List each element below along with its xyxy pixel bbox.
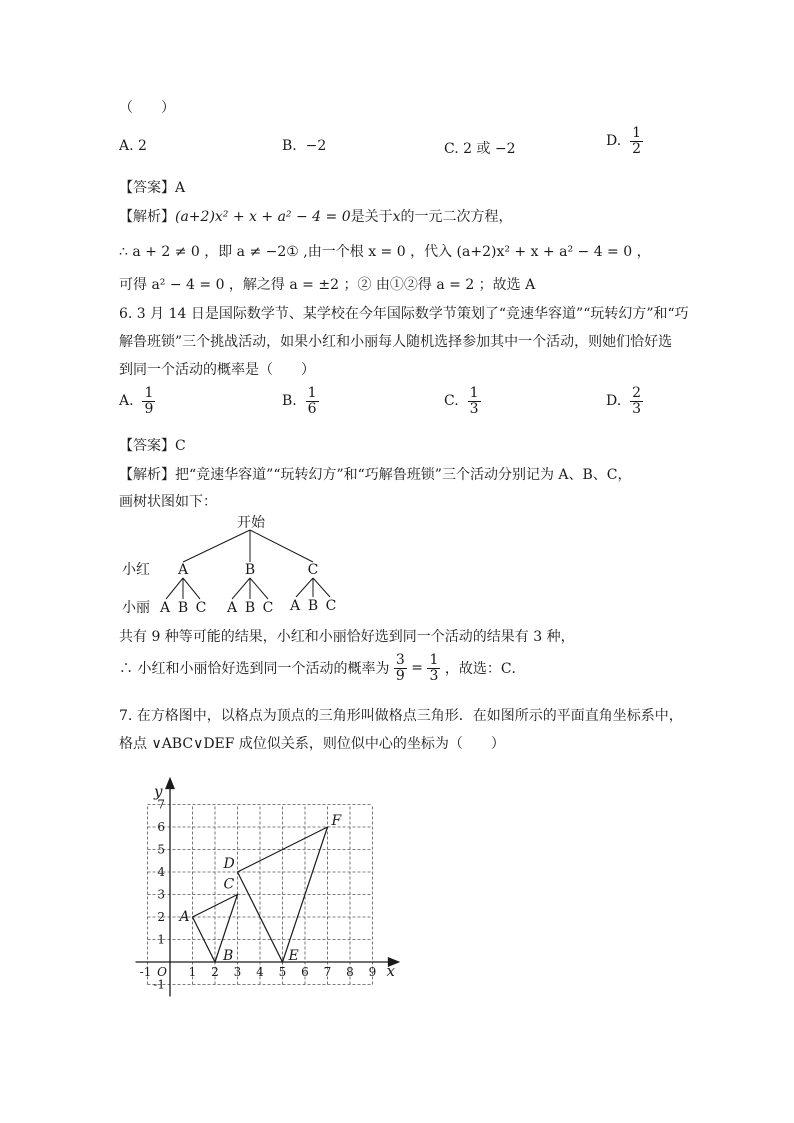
q6-stem-line3: 到同一个活动的概率是（ ） bbox=[119, 362, 315, 378]
y-tick-label: 5 bbox=[157, 842, 165, 857]
q7-stem-line1: 7. 在方格图中，以格点为顶点的三角形叫做格点三角形．在如图所示的平面直角坐标系中， bbox=[119, 708, 683, 724]
q6-expl4-post: ，故选：C． bbox=[444, 661, 526, 678]
point-label-f: F bbox=[331, 813, 342, 829]
x-tick-label: 5 bbox=[278, 965, 287, 979]
tree-l2-cb: B bbox=[307, 598, 319, 614]
tree-l2-ab: B bbox=[177, 600, 189, 616]
q5-option-d-label: D. bbox=[606, 133, 622, 150]
point-label-e: E bbox=[288, 948, 299, 964]
x-tick-label: 9 bbox=[368, 965, 377, 979]
q6-b-num: 1 bbox=[307, 385, 317, 401]
q6-explanation-line1: 【解析】把“竞速华容道”“玩转幻方”和“巧解鲁班锁”三个活动分别记为 A、B、C， bbox=[119, 467, 632, 483]
point-label-c: C bbox=[223, 876, 235, 893]
q6-explanation-line2: 画树状图如下： bbox=[119, 494, 217, 510]
q6-a-label: A. bbox=[119, 393, 134, 410]
q6-b-label: B. bbox=[282, 393, 297, 410]
q6-d-num: 2 bbox=[632, 385, 642, 401]
q5-expl-tail: 的一元二次方程， bbox=[400, 209, 513, 225]
tree-l1-c: C bbox=[307, 562, 319, 578]
x-tick-label: 8 bbox=[346, 965, 354, 979]
q6-c-label: C. bbox=[444, 393, 459, 410]
q6-frac2-den: 3 bbox=[429, 667, 439, 684]
tree-row1-label: 小红 bbox=[122, 562, 150, 578]
y-tick-label: 2 bbox=[157, 910, 165, 924]
tree-l1-b: B bbox=[244, 562, 256, 578]
q5-option-b-value: −2 bbox=[305, 138, 327, 154]
q6-d-label: D. bbox=[606, 393, 622, 410]
q6-expl4-pre: ∴ 小红和小丽恰好选到同一个活动的概率为 bbox=[119, 661, 390, 678]
q5-option-a: A. 2 bbox=[119, 138, 147, 154]
x-tick-label: 3 bbox=[233, 965, 242, 979]
q5-expl-text: 是关于 bbox=[350, 209, 393, 225]
q5-explanation-line2: ∴ a + 2 ≠ 0 ，即 a ≠ −2① ,由一个根 x = 0 ，代入 (a+2)x² + x + a² − 4 = 0 ， bbox=[119, 244, 651, 260]
q6-frac1-num: 3 bbox=[395, 652, 405, 668]
tree-l2-bb: B bbox=[244, 600, 256, 616]
q5-paren: （ ） bbox=[119, 100, 175, 116]
tree-l2-ac: C bbox=[195, 600, 207, 616]
q6-c-den: 3 bbox=[469, 400, 479, 417]
q6-d-den: 3 bbox=[632, 400, 642, 417]
q6-stem-line1: 6. 3 月 14 日是国际数学节、某学校在今年国际数学节策划了“竞速华容道”“玩转幻方”和“巧 bbox=[119, 306, 689, 322]
x-tick-label: -1 bbox=[139, 965, 152, 979]
x-tick-label: 7 bbox=[323, 965, 332, 979]
q6-frac2-num: 1 bbox=[429, 652, 439, 668]
q5-d-num: 1 bbox=[632, 125, 642, 141]
q6-option-b bbox=[282, 386, 319, 416]
tree-row2-label: 小丽 bbox=[122, 600, 150, 616]
q5-option-b bbox=[282, 138, 326, 154]
y-axis-arrow bbox=[166, 779, 174, 789]
q5-option-d bbox=[606, 126, 643, 156]
q6-b-den: 6 bbox=[307, 400, 317, 417]
y-tick-label: 6 bbox=[157, 820, 165, 834]
q6-option-a bbox=[119, 386, 155, 416]
origin-label: O bbox=[157, 965, 167, 979]
q6-c-fraction bbox=[468, 386, 481, 416]
probability-tree-diagram bbox=[110, 508, 370, 620]
tree-l2-ba: A bbox=[226, 600, 238, 616]
coordinate-grid-graph bbox=[110, 770, 410, 1000]
q6-equals: = bbox=[411, 660, 424, 677]
tree-l2-bc: C bbox=[262, 600, 274, 616]
q5-expl-var: x bbox=[392, 209, 401, 225]
q5-answer: 【答案】A bbox=[119, 180, 186, 196]
q6-a-fraction bbox=[142, 386, 155, 416]
q5-expl-math: (a+2)x² + x + a² − 4 = 0 bbox=[175, 209, 351, 225]
y-tick-label: 1 bbox=[157, 932, 165, 947]
y-axis-label: y bbox=[154, 782, 163, 801]
y-tick-label: 4 bbox=[157, 865, 165, 879]
tree-l1-a: A bbox=[177, 562, 189, 578]
q6-explanation-line4 bbox=[119, 653, 526, 683]
point-label-a: A bbox=[179, 909, 190, 925]
q6-option-c bbox=[444, 386, 481, 416]
x-tick-label: 4 bbox=[256, 965, 264, 979]
q6-explanation-line3: 共有 9 种等可能的结果，小红和小丽恰好选到同一个活动的结果有 3 种， bbox=[119, 629, 575, 645]
q6-c-num: 1 bbox=[469, 385, 479, 401]
q5-option-d-fraction bbox=[630, 126, 643, 156]
y-tick-label: 7 bbox=[157, 797, 165, 812]
tree-l2-ca: A bbox=[289, 598, 301, 614]
x-axis-label: x bbox=[386, 962, 395, 980]
q6-frac1 bbox=[394, 653, 407, 683]
y-tick-label: -1 bbox=[153, 977, 165, 992]
q5-option-c: C. 2 或 −2 bbox=[444, 141, 516, 157]
q6-frac2 bbox=[427, 653, 440, 683]
q6-option-d bbox=[606, 386, 643, 416]
x-tick-label: 1 bbox=[188, 965, 197, 979]
tree-root: 开始 bbox=[237, 515, 265, 531]
q6-stem-line2: 解鲁班锁”三个挑战活动，如果小红和小丽每人随机选择参加其中一个活动，则她们恰好选 bbox=[119, 334, 673, 350]
q6-a-num: 1 bbox=[144, 385, 154, 401]
x-tick-label: 2 bbox=[211, 965, 219, 979]
q5-d-den: 2 bbox=[632, 140, 642, 157]
tree-l2-cc: C bbox=[325, 598, 337, 614]
q5-explanation-line3: 可得 a² − 4 = 0 ，解之得 a = ±2 ；② 由①②得 a = 2 ；故选 A bbox=[119, 277, 536, 293]
q6-a-den: 9 bbox=[144, 400, 154, 417]
tree-l2-aa: A bbox=[159, 600, 171, 616]
q6-b-fraction bbox=[306, 386, 319, 416]
q6-d-fraction bbox=[630, 386, 643, 416]
q5-explanation-line1 bbox=[119, 206, 513, 226]
q5-option-b-label: B. bbox=[282, 138, 297, 154]
point-label-d: D bbox=[223, 856, 235, 872]
q6-answer: 【答案】C bbox=[119, 438, 186, 454]
y-tick-label: 3 bbox=[157, 887, 165, 902]
point-label-b: B bbox=[223, 948, 234, 964]
x-tick-label: 6 bbox=[301, 965, 309, 979]
q5-expl-tag: 【解析】 bbox=[119, 209, 175, 225]
q6-frac1-den: 9 bbox=[395, 667, 405, 684]
q7-stem-line2: 格点 ∨ABC∨DEF 成位似关系，则位似中心的坐标为（ ） bbox=[119, 736, 505, 752]
